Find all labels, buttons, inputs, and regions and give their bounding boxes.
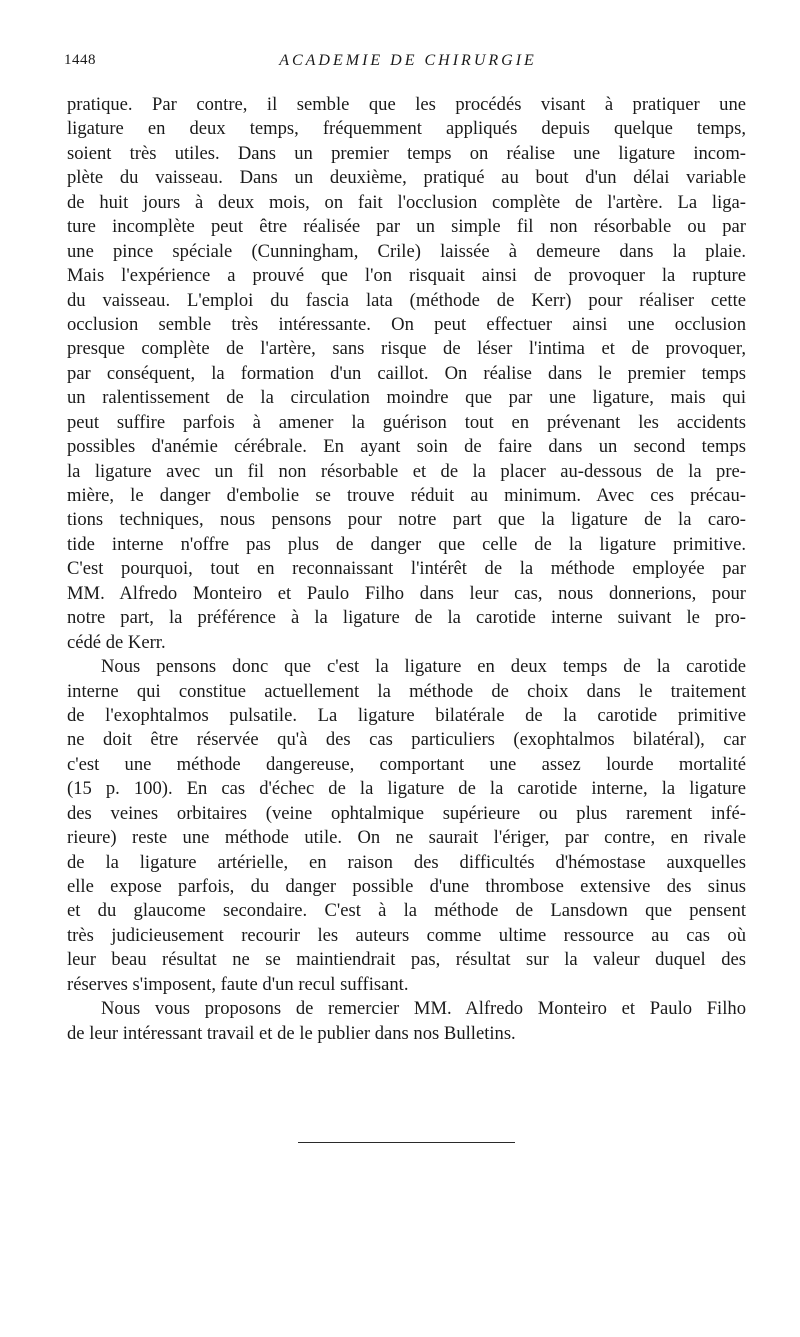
text-line: interne qui constitue actuellement la méthode de choix dans le traitement — [67, 680, 746, 702]
text-line: peut suffire parfois à amener la guérison tout en prévenant les accidents — [67, 411, 746, 433]
text-line: soient très utiles. Dans un premier temps on réalise une ligature incom- — [67, 142, 746, 164]
paragraph — [67, 655, 746, 997]
text-line: notre part, la préférence à la ligature de la carotide interne suivant le pro- — [67, 607, 746, 629]
article-body — [67, 93, 746, 1046]
text-line: cédé de Kerr. — [67, 631, 166, 653]
text-line: mière, le danger d'embolie se trouve réduit au minimum. Avec ces précau- — [67, 485, 746, 506]
text-line: c'est une méthode dangereuse, comportant une assez lourde mortalité — [67, 753, 746, 775]
text-line: plète du vaisseau. Dans un deuxième, pratiqué au bout d'un délai variable — [67, 167, 746, 189]
text-line: Nous pensons donc que c'est la ligature en deux temps de la carotide — [101, 656, 746, 678]
text-line: tide interne n'offre pas plus de danger que celle de la ligature primitive. — [67, 533, 746, 555]
text-line: occlusion semble très intéressante. On peut effectuer ainsi une occlusion — [67, 313, 746, 335]
text-line: rieure) reste une méthode utile. On ne saurait l'ériger, par contre, en rivale — [67, 827, 746, 849]
text-line: pratique. Par contre, il semble que les procédés visant à pratiquer une — [67, 94, 746, 115]
text-line: par conséquent, la formation d'un caillot. On réalise dans le premier temps — [67, 362, 746, 384]
text-line: ligature en deux temps, fréquemment appliqués depuis quelque temps, — [67, 118, 746, 140]
text-line: ture incomplète peut être réalisée par un simple fil non résorbable ou par — [67, 216, 746, 238]
text-line: la ligature avec un fil non résorbable et de la placer au-dessous de la pre- — [67, 460, 746, 482]
text-line: ne doit être réservée qu'à des cas particuliers (exophtalmos bilatéral), car — [67, 729, 746, 751]
text-line: réserves s'imposent, faute d'un recul suffisant. — [67, 973, 409, 995]
text-line: elle expose parfois, du danger possible d'une thrombose extensive des sinus — [67, 876, 746, 897]
text-line: (15 p. 100). En cas d'échec de la ligature de la carotide interne, la ligature — [67, 778, 746, 800]
text-line: de huit jours à deux mois, on fait l'occlusion complète de l'artère. La liga- — [67, 191, 746, 213]
text-line: très judicieusement recourir les auteurs comme ultime ressource au cas où — [67, 924, 746, 946]
text-line: et du glaucome secondaire. C'est à la méthode de Lansdown que pensent — [67, 900, 746, 922]
closing-rule — [298, 1142, 515, 1143]
text-line: une pince spéciale (Cunningham, Crile) laissée à demeure dans la plaie. — [67, 240, 746, 262]
page-header — [0, 52, 800, 76]
text-line: presque complète de l'artère, sans risque de léser l'intima et de provoquer, — [67, 338, 746, 360]
text-line: de leur intéressant travail et de le publier dans nos Bulletins. — [67, 1022, 516, 1044]
text-line: C'est pourquoi, tout en reconnaissant l'intérêt de la méthode employée par — [67, 558, 746, 580]
text-line: possibles d'anémie cérébrale. En ayant soin de faire dans un second temps — [67, 436, 746, 458]
paragraph — [67, 997, 746, 1046]
text-line: un ralentissement de la circulation moindre que par une ligature, mais qui — [67, 387, 746, 409]
page-number: 1448 — [64, 52, 96, 68]
text-line: Nous vous proposons de remercier MM. Alfredo Monteiro et Paulo Filho — [101, 998, 746, 1020]
text-line: des veines orbitaires (veine ophtalmique supérieure ou plus rarement infé- — [67, 802, 746, 824]
text-line: du vaisseau. L'emploi du fascia lata (méthode de Kerr) pour réaliser cette — [67, 289, 746, 311]
text-line: tions techniques, nous pensons pour notre part que la ligature de la caro- — [67, 509, 746, 531]
text-line: de l'exophtalmos pulsatile. La ligature bilatérale de la carotide primitive — [67, 704, 746, 726]
text-line: Mais l'expérience a prouvé que l'on risquait ainsi de provoquer la rupture — [67, 265, 746, 287]
text-line: MM. Alfredo Monteiro et Paulo Filho dans leur cas, nous donnerions, pour — [67, 582, 746, 604]
paragraph — [67, 93, 746, 655]
text-line: leur beau résultat ne se maintiendrait pas, résultat sur la valeur duquel des — [67, 949, 746, 971]
running-title: ACADEMIE DE CHIRURGIE — [279, 52, 537, 69]
text-line: de la ligature artérielle, en raison des difficultés d'hémostase auxquelles — [67, 851, 746, 873]
